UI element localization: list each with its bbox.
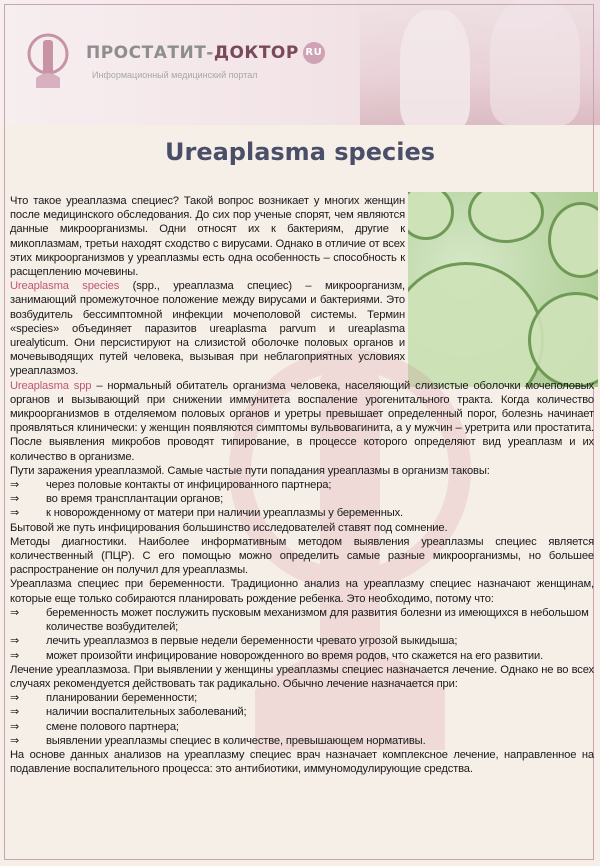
article-body xyxy=(10,194,594,776)
definition-spp-text: – нормальный обитатель организма человека, населяющий слизистые оболочки мочеполовых органов и вызывающий при снижении иммунитета воспаление урогенитального тракта. Когда количество микроорганизмов в отделяемом половых органов и уретры превышает определенный порог, болезнь начинает проявляться клинически: у женщин появляются симптомы вульвовагинита, а у мужчин – уретрита или простатита. После выявления микробов проводят типирование, в процессе которого определяют вид уреаплазм и их количество в организме. xyxy=(10,379,594,463)
arrow-icon: ⇒ xyxy=(10,692,20,705)
list-item: ⇒ через половые контакты от инфицированного партнера; xyxy=(10,479,332,492)
list-item: ⇒ к новорожденному от матери при наличии уреаплазмы у беременных. xyxy=(10,507,404,520)
logo-tagline: Информационный медицинский портал xyxy=(92,70,258,80)
list-item: ⇒ во время трансплантации органов; xyxy=(10,493,224,506)
term-ureaplasma-spp: Ureaplasma spp xyxy=(10,379,92,392)
arrow-icon: ⇒ xyxy=(10,706,20,719)
arrow-icon: ⇒ xyxy=(10,649,20,662)
list-item: ⇒ наличии воспалительных заболеваний; xyxy=(10,706,247,719)
definition-species xyxy=(10,279,405,378)
arrow-icon: ⇒ xyxy=(10,635,20,648)
list-item: ⇒ может произойти инфицирование новорожденного во время родов, что скажется на его развитии. xyxy=(10,649,544,662)
diagnostics-paragraph: Методы диагностики. Наиболее информативным методом выявления уреаплазмы специес является количественный (ПЦР). С его помощью можно определить самые разные микроорганизмы, но большее распространение он получил для уреаплазмы. xyxy=(10,535,594,577)
list-item: ⇒ лечить уреаплазмоз в первые недели беременности чревато угрозой выкидыша; xyxy=(10,635,458,648)
list-item: ⇒ беременность может послужить пусковым механизмом для развития болезни из имеющихся в небольшом количестве возбудителей; xyxy=(10,606,589,634)
list-item: ⇒ выявлении уреаплазмы специес в количестве, превышающем нормативы. xyxy=(10,734,426,747)
intro-paragraph: Что такое уреаплазма специес? Такой вопрос возникает у многих женщин после медицинского обследования. До сих пор ученые спорят, чем являются данные микроорганизмы. Одни относят их к бактериям, другие к микоплазмам, третьи находят сходство с вирусами. Однако в отличие от всех этих микроорганизмов у уреаплазмы есть одна особенность – способность к расщеплению мочевины. xyxy=(10,195,405,279)
page-title: Ureaplasma species xyxy=(165,138,435,166)
arrow-icon: ⇒ xyxy=(10,507,20,520)
definition-spp xyxy=(10,379,594,464)
arrow-icon: ⇒ xyxy=(10,493,20,506)
pregnancy-intro: Уреаплазма специес при беременности. Традиционно анализ на уреаплазму специес назначают женщинам, которые еще только собираются планировать рождение ребенка. Это необходимо, потому что: xyxy=(10,578,594,605)
treatment-intro: Лечение уреаплазмоза. При выявлении у женщины уреаплазмы специес назначается лечение. Однако не во всех случаях рекомендуется действовать так радикально. Обычно лечение назначается при: xyxy=(10,663,594,690)
definition-species-text: (spp., уреаплазма специес) – микроорганизм, занимающий промежуточное положение между вирусами и бактериями. Это возбудитель бессимптомной инфекции мочеполовой системы. Термин «species» объединяет паразитов ureaplasma parvum и ureaplasma urealyticum. Они персистируют на слизистой оболочке половых органов и мочевыводящих путей человека, вызывая при неблагоприятных условиях уреаплазмоз. xyxy=(10,280,406,378)
arrow-icon: ⇒ xyxy=(10,606,20,619)
arrow-icon: ⇒ xyxy=(10,720,20,733)
brand-part2: ДОКТОР xyxy=(213,43,299,63)
brand-domain-badge: RU xyxy=(303,42,325,64)
list-item: ⇒ планировании беременности; xyxy=(10,692,198,705)
infection-ways-intro: Пути заражения уреаплазмой. Самые частые пути попадания уреаплазмы в организм таковы: xyxy=(10,464,490,477)
brand-part1: ПРОСТАТИТ- xyxy=(86,43,214,63)
arrow-icon: ⇒ xyxy=(10,479,20,492)
conclusion-paragraph: На основе данных анализов на уреаплазму специес врач назначает комплексное лечение, направленное на подавление воспалительного процесса: это антибиотики, иммуномодулирующие средства. xyxy=(10,748,594,776)
arrow-icon: ⇒ xyxy=(10,734,20,747)
list-item: ⇒ смене полового партнера; xyxy=(10,720,179,733)
term-ureaplasma-species: Ureaplasma species xyxy=(10,280,120,293)
treatment-list xyxy=(10,691,594,748)
pregnancy-list xyxy=(10,606,594,663)
household-note: Бытовой же путь инфицирования большинство исследователей ставят под сомнение. xyxy=(10,521,448,534)
infection-ways-list xyxy=(10,478,594,521)
